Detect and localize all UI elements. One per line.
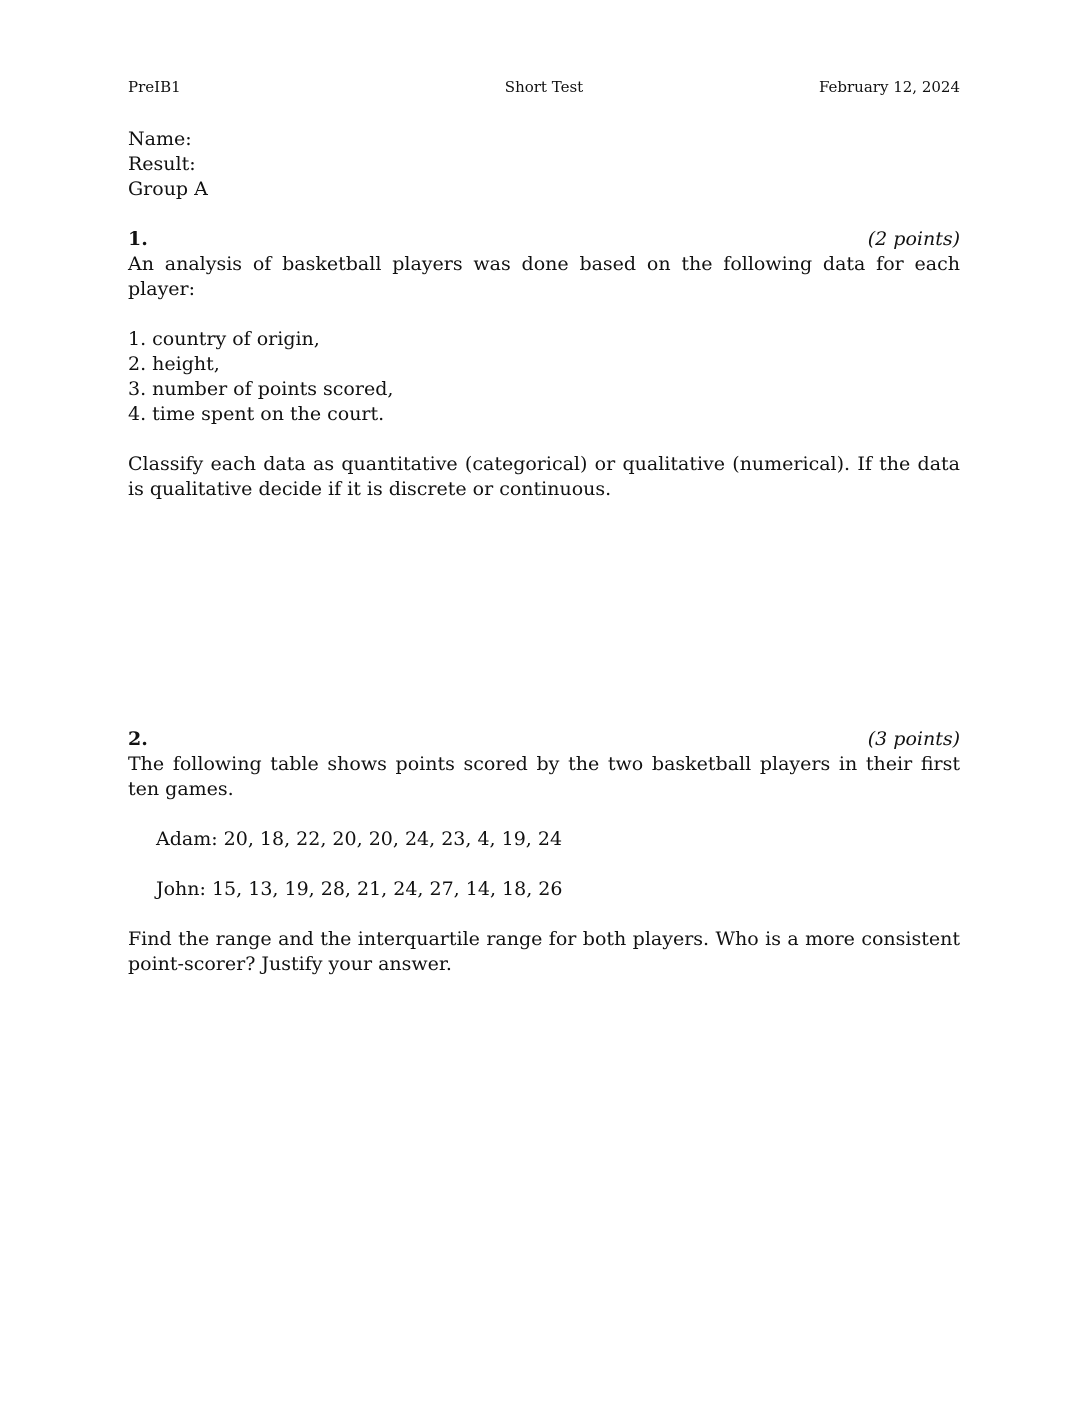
result-label: Result: [128,153,196,175]
question-points: (3 points) [867,728,960,750]
list-item: 1. country of origin, [128,328,320,350]
question-1-header [128,227,960,252]
name-label: Name: [128,128,192,150]
adam-scores: Adam: 20, 18, 22, 20, 20, 24, 23, 4, 19, 24 [156,828,563,850]
group-label: Group A [128,178,208,200]
question-number: 2. [128,728,148,750]
question-instruction: Find the range and the interquartile range for both players. Who is a more consistent point-scorer? Justify your answer. [128,928,960,975]
list-item: 2. height, [128,353,220,375]
list-item: 4. time spent on the court. [128,403,385,425]
question-1 [128,227,960,502]
question-instruction: Classify each data as quantitative (categorical) or qualitative (numerical). If the data is qualitative decide if it is discrete or continuous. [128,453,960,500]
course-code: PreIB1 [128,78,181,96]
list-item: 3. number of points scored, [128,378,394,400]
question-number: 1. [128,228,148,250]
student-info [128,127,960,202]
test-title: Short Test [504,78,584,96]
question-2-header [128,727,960,752]
question-intro: The following table shows points scored by the two basketball players in their first ten games. [128,753,960,800]
test-page [128,0,960,1408]
question-intro: An analysis of basketball players was done based on the following data for each player: [128,253,960,300]
page-header [128,78,960,100]
test-date: February 12, 2024 [818,78,960,96]
question-2 [128,727,960,977]
question-points: (2 points) [867,228,960,250]
john-scores: John: 15, 13, 19, 28, 21, 24, 27, 14, 18, 26 [156,878,563,900]
